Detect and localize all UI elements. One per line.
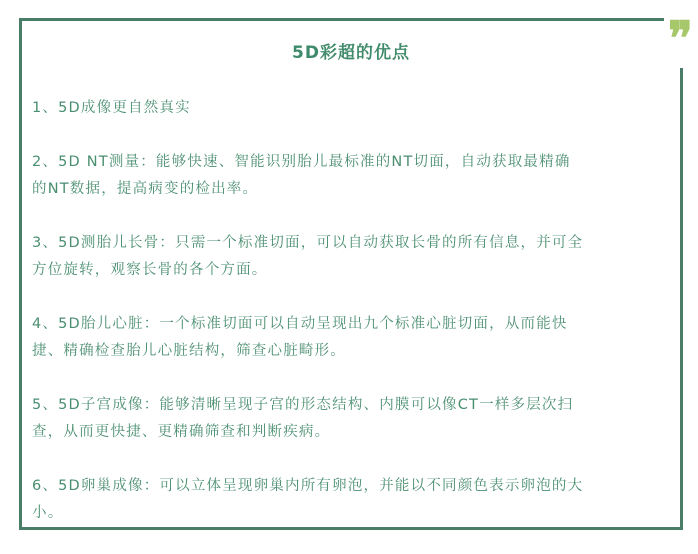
paragraph-line: 2、5D NT测量：能够快速、智能识别胎儿最标准的NT切面，自动获取最精确 bbox=[32, 154, 571, 170]
paragraph-line: 3、5D测胎儿长骨：只需一个标准切面，可以自动获取长骨的所有信息，并可全 bbox=[32, 235, 584, 251]
closing-quote-icon: ❞ bbox=[664, 8, 698, 68]
paragraph-line: 1、5D成像更自然真实 bbox=[32, 100, 191, 116]
paragraph-line: 5、5D子宫成像：能够清晰呈现子宫的形态结构、内膜可以像CT一样多层次扫 bbox=[32, 397, 574, 413]
paragraph-line: 捷、精确检查胎儿心脏结构，筛查心脏畸形。 bbox=[32, 343, 346, 359]
paragraph-line: 查，从而更快捷、更精确筛查和判断疾病。 bbox=[32, 424, 331, 440]
article-title: 5D彩超的优点 bbox=[292, 43, 410, 63]
paragraph-6 bbox=[32, 473, 666, 527]
paragraph-line: 4、5D胎儿心脏：一个标准切面可以自动呈现出九个标准心脏切面，从而能快 bbox=[32, 316, 568, 332]
article-body bbox=[32, 95, 666, 554]
paragraph-line: 的NT数据，提高病变的检出率。 bbox=[32, 181, 259, 197]
paragraph-1 bbox=[32, 95, 666, 122]
paragraph-line: 方位旋转，观察长骨的各个方面。 bbox=[32, 262, 268, 278]
paragraph-2 bbox=[32, 149, 666, 203]
article-card bbox=[19, 18, 683, 530]
paragraph-line: 6、5D卵巢成像：可以立体呈现卵巢内所有卵泡，并能以不同颜色表示卵泡的大 bbox=[32, 478, 584, 494]
paragraph-5 bbox=[32, 392, 666, 446]
paragraph-line: 小。 bbox=[32, 505, 64, 521]
paragraph-3 bbox=[32, 230, 666, 284]
paragraph-4 bbox=[32, 311, 666, 365]
